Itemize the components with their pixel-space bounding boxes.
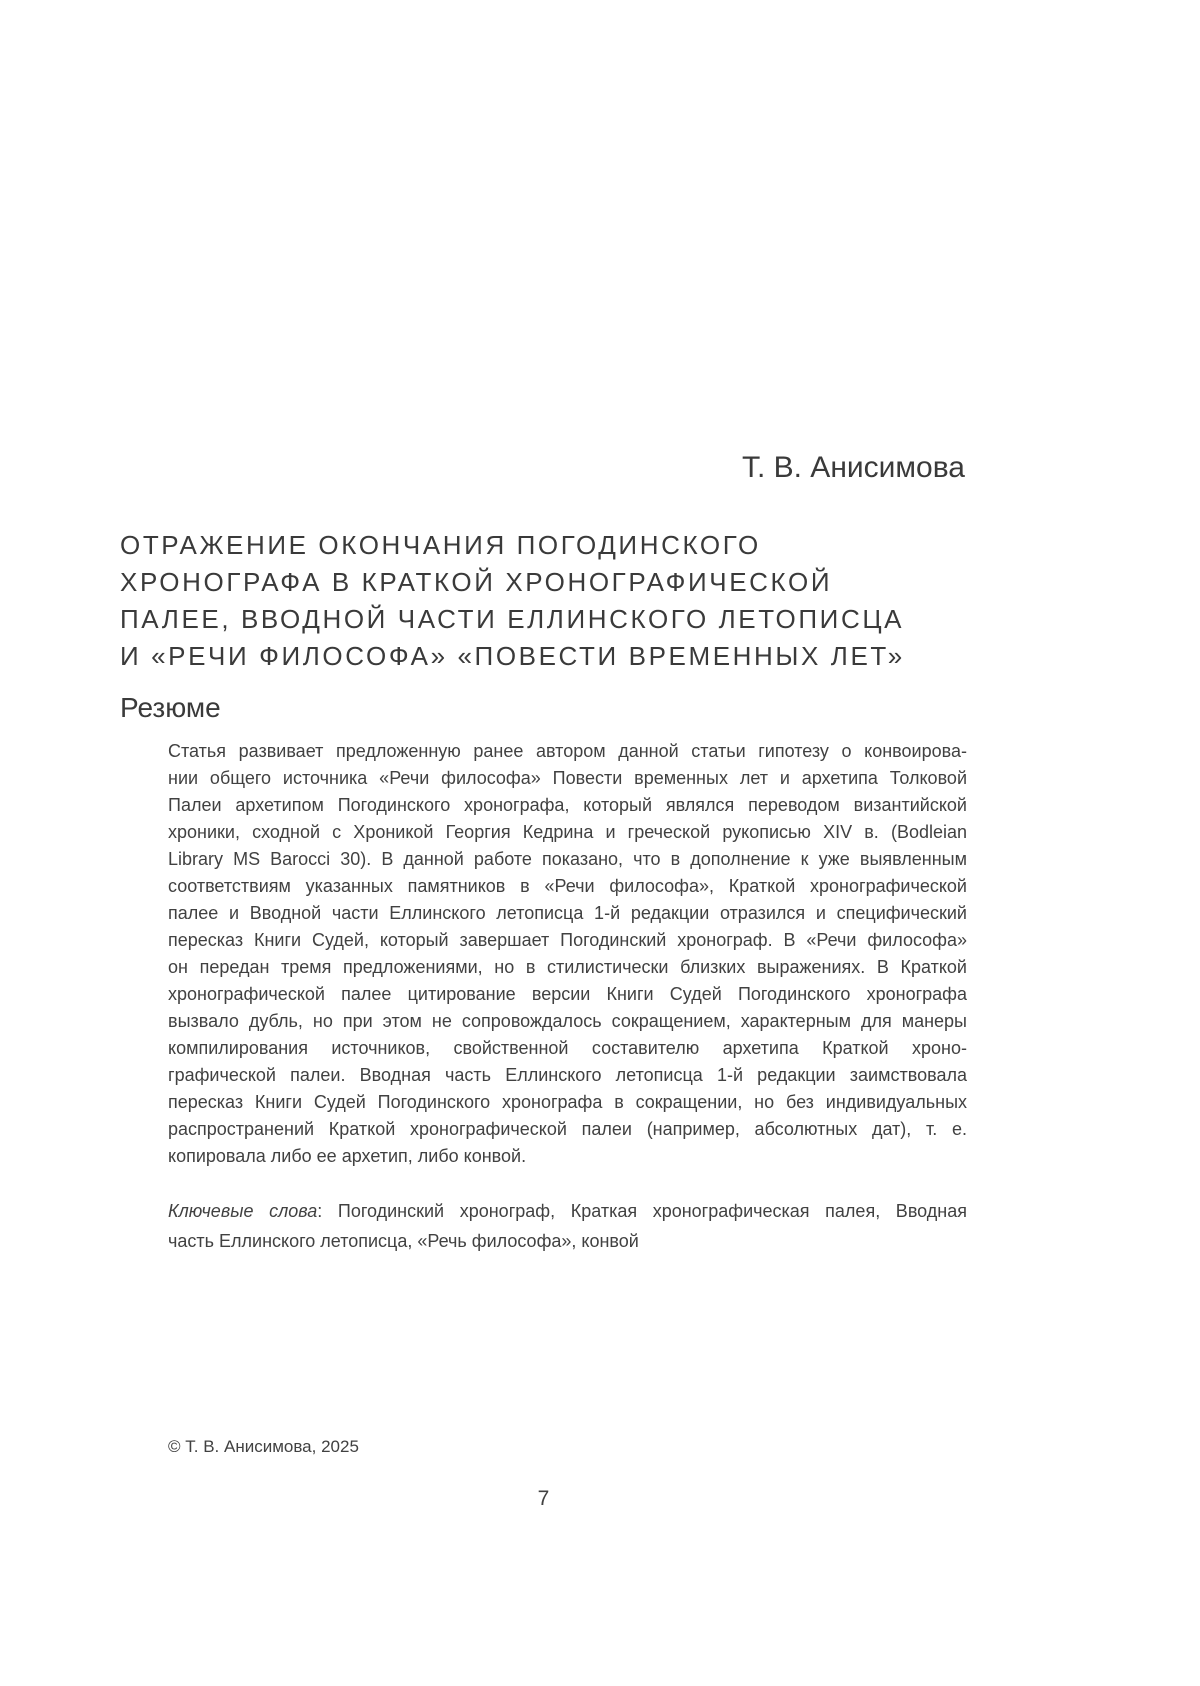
abstract-line: распространений Краткой хронографической палеи (например, абсолютных дат), т. е. [168,1119,967,1139]
abstract-line: хронографической палее цитирование версии Книги Судей Погодинского хронографа [168,984,967,1004]
title-line: И «РЕЧИ ФИЛОСОФА» «ПОВЕСТИ ВРЕМЕННЫХ ЛЕТ» [120,641,905,671]
page-content [120,0,967,1686]
abstract-line: Палеи архетипом Погодинского хронографа, который являлся переводом византийской [168,795,967,815]
abstract-text [168,738,967,1170]
abstract-line: Library MS Barocci 30). В данной работе показано, что в дополнение к уже выявленным [168,849,967,869]
abstract-line: графической палеи. Вводная часть Еллинского летописца 1-й редакции заимствовала [168,1065,967,1085]
abstract-line: палее и Вводной части Еллинского летописца 1-й редакции отразился и специфический [168,903,967,923]
keywords-label: Ключевые слова [168,1201,318,1221]
author-name: Т. В. Анисимова [741,451,965,484]
title-line: ХРОНОГРАФА В КРАТКОЙ ХРОНОГРАФИЧЕСКОЙ [120,567,833,597]
abstract-line: вызвало дубль, но при этом не сопровождалось сокращением, характерным для манеры [168,1011,967,1031]
copyright-notice: © Т. В. Анисимова, 2025 [168,1437,359,1456]
title-line: ПАЛЕЕ, ВВОДНОЙ ЧАСТИ ЕЛЛИНСКОГО ЛЕТОПИСЦА [120,604,905,634]
abstract-line: хроники, сходной с Хроникой Георгия Кедрина и греческой рукописью XIV в. (Bodleian [168,822,967,842]
abstract-line: Статья развивает предложенную ранее автором данной статьи гипотезу о конвоирова- [168,741,967,761]
keywords-block [168,1196,967,1256]
keywords-line: часть Еллинского летописца, «Речь философа», конвой [168,1231,639,1251]
page-number: 7 [537,1487,550,1510]
abstract-line: пересказ Книги Судей, который завершает Погодинский хронограф. В «Речи философа» [168,930,967,950]
article-title [120,527,967,675]
abstract-heading: Резюме [120,692,221,723]
abstract-line: соответствиям указанных памятников в «Речи философа», Краткой хронографической [168,876,967,896]
abstract-line: копировала либо ее архетип, либо конвой. [168,1146,527,1166]
keywords-line [168,1196,967,1226]
abstract-line: нии общего источника «Речи философа» Повести временных лет и архетипа Толковой [168,768,967,788]
keywords-text: : Погодинский хронограф, Краткая хронографическая палея, Вводная [317,1201,967,1221]
abstract-line: пересказ Книги Судей Погодинского хронографа в сокращении, но без индивидуальных [168,1092,967,1112]
abstract-line: компилирования источников, свойственной составителю архетипа Краткой хроно- [168,1038,967,1058]
title-line: ОТРАЖЕНИЕ ОКОНЧАНИЯ ПОГОДИНСКОГО [120,530,761,560]
abstract-line: он передан тремя предложениями, но в стилистически близких выражениях. В Краткой [168,957,967,977]
